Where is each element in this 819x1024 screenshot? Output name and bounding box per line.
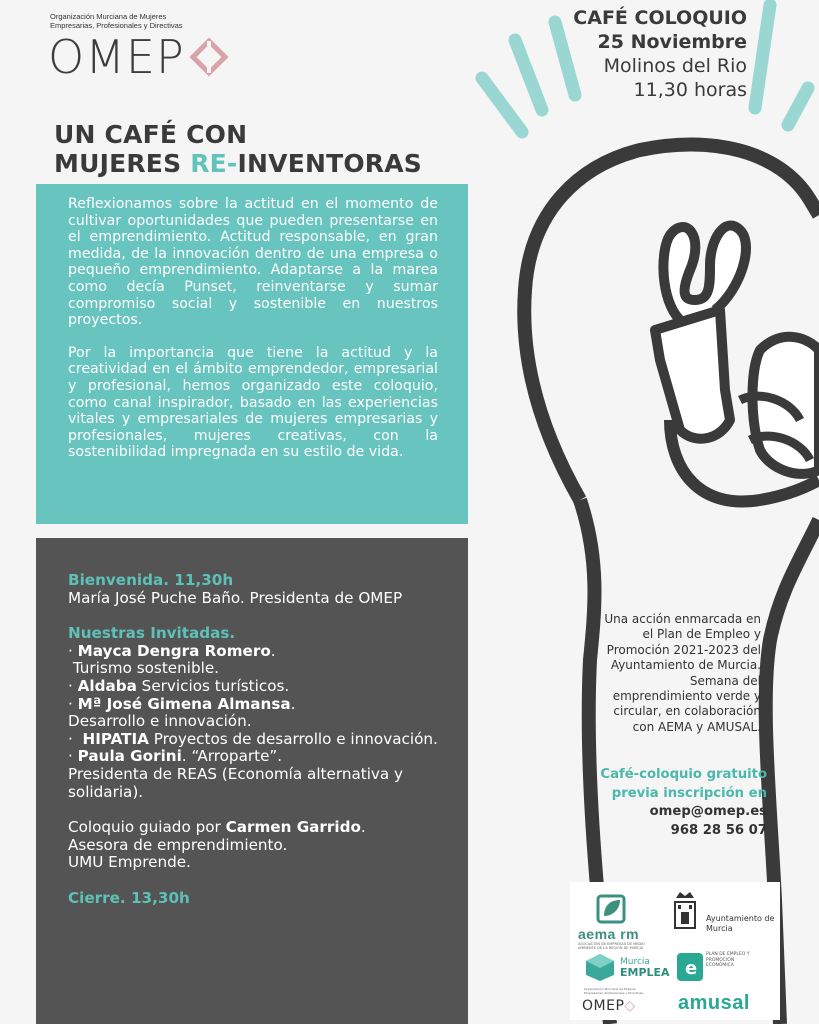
omep-small-text: OMEP (582, 998, 625, 1014)
registration-cta (567, 766, 767, 840)
guided-line3: UMU Emprende. (68, 853, 191, 872)
guest-item: · Mayca Dengra Romero. (68, 641, 276, 660)
guest-name: Paula Gorini (77, 747, 182, 766)
murcia-emplea-logo (584, 952, 670, 986)
cta-email[interactable]: omep@omep.es (649, 804, 767, 819)
guest-item: · Mª José Gimena Almansa. (68, 694, 296, 713)
aema-name: aema rm (578, 926, 640, 942)
plan-empleo-text: PLAN DE EMPLEO Y PROMOCIÓN ECONÓMICA (706, 952, 750, 968)
info-text: Una acción enmarcada en el Plan de Empleo y Promoción 2021-2023 del Ayuntamiento de Murcia. Semana del emprendimiento verde y circular, en colaboración con AEMA y AMUSAL. (604, 612, 761, 734)
murcia-emplea-cube-icon (584, 952, 616, 982)
event-time: 11,30 horas (633, 79, 747, 101)
guest-desc: Presidenta de REAS (Economía alternativa y solidaria). (68, 764, 404, 801)
guest-desc-text: Proyectos de desarrollo e innovación. (148, 729, 438, 748)
guest-name: Mª José Gimena Almansa (77, 694, 291, 713)
cta-line1: Café-coloquio gratuito (600, 767, 767, 782)
diamond-logo-icon (189, 37, 229, 77)
closing-heading: Cierre. 13,30h (68, 888, 190, 907)
guest-desc (68, 660, 442, 678)
headline-line2 (54, 149, 422, 178)
omep-small-subtitle: Organización Murciana de Mujeres Empresarias, Profesionales y Directivas (584, 987, 644, 995)
headline-line1: UN CAFÉ CON (54, 120, 248, 149)
omep-small-logo (582, 998, 636, 1014)
logo-text: OMEP (48, 30, 185, 84)
svg-text:e: e (685, 958, 698, 979)
filament (663, 225, 746, 320)
aema-leaf-icon (596, 892, 626, 924)
headline-accent: RE- (190, 149, 238, 178)
guided-prefix: Coloquio guiado por (68, 818, 226, 837)
headline-suffix: INVENTORAS (237, 149, 422, 178)
plan-empleo-icon (676, 952, 704, 982)
guest-item: · Paula Gorini. “Arroparte”. (68, 747, 283, 766)
program-box (36, 538, 468, 1024)
murcia-emplea-line2: EMPLEA (620, 966, 670, 979)
murcia-crest-icon (670, 890, 700, 934)
guest-desc-text: . “Arroparte”. (181, 747, 283, 766)
headline (54, 120, 422, 178)
ayuntamiento-name: Ayuntamiento de Murcia (706, 914, 775, 933)
event-title: CAFÉ COLOQUIO (573, 7, 747, 29)
guest-name: HIPATIA (82, 729, 149, 748)
headline-prefix: MUJERES (54, 149, 191, 178)
guided-line2: Asesora de emprendimiento. (68, 835, 288, 854)
cta-phone[interactable]: 968 28 56 07 (670, 822, 767, 838)
sponsors-panel (570, 882, 780, 1020)
guest-desc: Desarrollo e innovación. (68, 712, 252, 731)
org-name-line2: Empresarias, Profesionales y Directivas (50, 21, 183, 30)
murcia-emplea-line1: Murcia (620, 957, 650, 967)
event-header (573, 6, 747, 102)
amusal-logo: amusal (678, 992, 750, 1014)
omep-logo (48, 30, 229, 84)
welcome-text: María José Puche Baño. Presidenta de OMEP (68, 588, 403, 607)
guest-item: · HIPATIA Proyectos de desarrollo e innovación. (68, 729, 438, 748)
guest-desc-text: Servicios turísticos. (136, 676, 290, 695)
aema-subtitle: ASOCIACIÓN DE EMPRESAS DE MEDIO AMBIENTE DE LA REGIÓN DE MURCIA (578, 942, 645, 950)
guest-item: · Aldaba Servicios turísticos. (68, 676, 290, 695)
organization-full-name (50, 12, 230, 30)
bulb-base (655, 310, 730, 439)
guided-line: Coloquio guiado por Carmen Garrido. (68, 818, 366, 837)
cta-line2: previa inscripción en (611, 785, 767, 801)
event-date: 25 Noviembre (597, 31, 747, 53)
guest-name: Mayca Dengra Romero (77, 641, 271, 660)
diamond-small-icon: ◇ (624, 998, 636, 1014)
lightbulb-hand-illustration (470, 0, 819, 1024)
org-name-line1: Organización Murciana de Mujeres (50, 12, 167, 21)
intro-box (36, 184, 468, 524)
event-place: Molinos del Rio (603, 55, 747, 77)
welcome-heading: Bienvenida. 11,30h (68, 571, 234, 589)
intro-paragraph-1: Reflexionamos sobre la actitud en el momento de cultivar oportunidades que pueden presentarse en el emprendimiento. Actitud responsable, en gran medida, de la innovación dentro de una empresa o pequeño emprendimiento. Adaptarse a la marea como decía Punset, reinventarse y sumar compromiso social y sostenible en nuestros proyectos. (68, 196, 438, 329)
guest-name: Aldaba (77, 676, 137, 695)
intro-paragraph-2: Por la importancia que tiene la actitud y la creatividad en el ámbito emprendedor, empresarial y profesional, hemos organizado este coloquio, como canal inspirador, basado en las experiencias vitales y empresariales de mujeres empresarias y profesionales, mujeres creativas, con la sostenibilidad impregnada en su estilo de vida. (68, 344, 438, 461)
guest-desc-text: Turismo sostenible. (72, 659, 220, 678)
moderator-name: Carmen Garrido (225, 818, 361, 837)
guests-heading: Nuestras Invitadas. (68, 624, 236, 643)
